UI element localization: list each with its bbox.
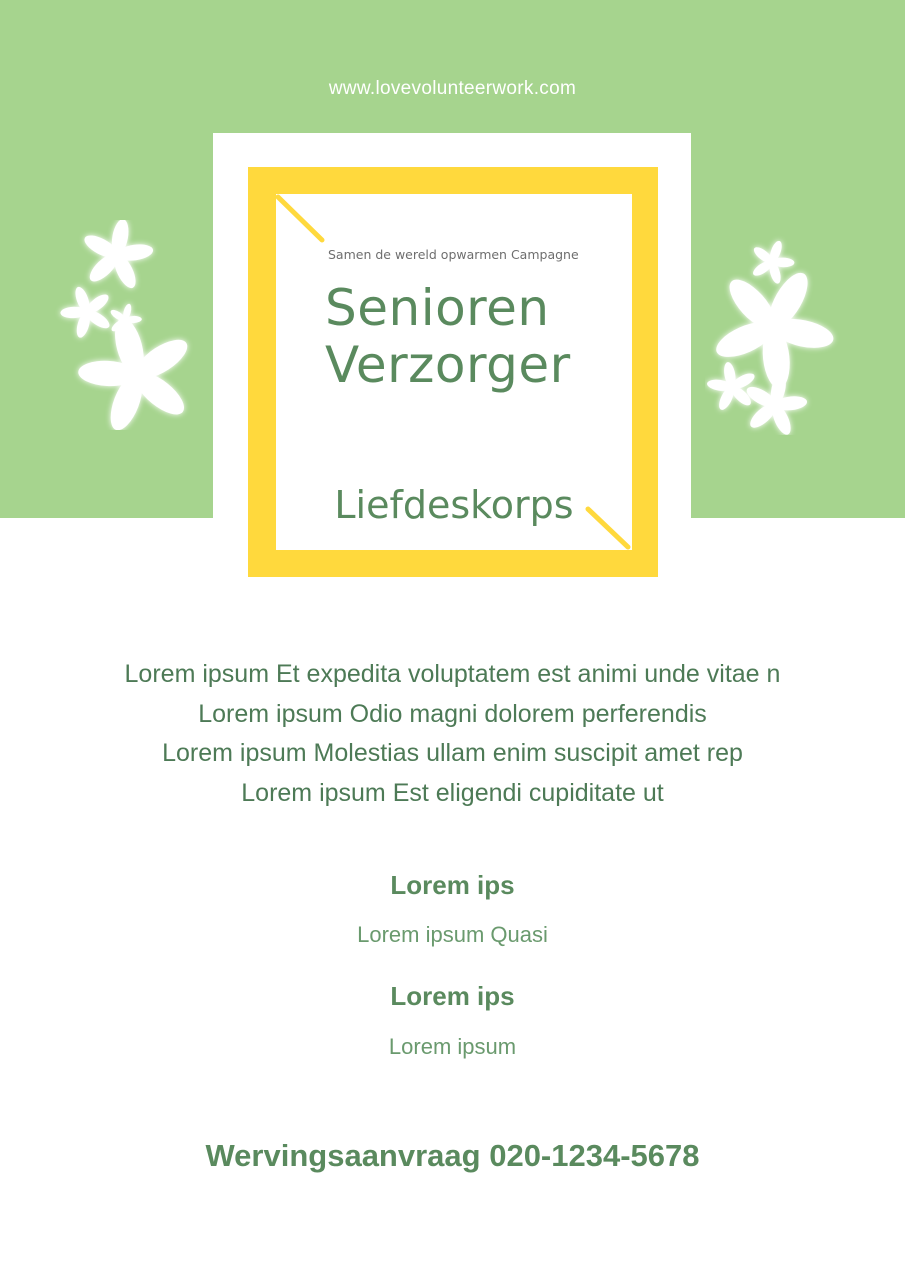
- detail-text: Lorem ipsum Quasi: [357, 922, 548, 947]
- poster-title: [325, 280, 571, 394]
- flower-cluster-right: [705, 235, 845, 435]
- contact-phone[interactable]: Wervingsaanvraag 020-1234-5678: [205, 1138, 700, 1173]
- body-line: Lorem ipsum Est eligendi cupiditate ut: [241, 778, 664, 807]
- campaign-label: Samen de wereld opwarmen Campagne: [328, 247, 579, 262]
- title-line-1: Senioren: [325, 279, 550, 337]
- website-url[interactable]: www.lovevolunteerwork.com: [328, 78, 577, 99]
- body-line: Lorem ipsum Et expedita voluptatem est animi unde vitae n: [124, 660, 781, 688]
- body-text: [0, 655, 905, 813]
- flower-cluster-left: [55, 220, 205, 430]
- detail-text: Lorem ipsum: [388, 1034, 517, 1059]
- flower-icon: [705, 358, 761, 415]
- body-line: Lorem ipsum Odio magni dolorem perferendis: [198, 699, 707, 728]
- title-line-2: Verzorger: [325, 336, 571, 394]
- organization-name: Liefdeskorps: [334, 483, 574, 527]
- body-line: Lorem ipsum Molestias ullam enim suscipit amet rep: [162, 739, 743, 767]
- flower-icon: [75, 220, 160, 295]
- detail-heading: Lorem ips: [390, 870, 515, 900]
- detail-heading: Lorem ips: [390, 981, 515, 1011]
